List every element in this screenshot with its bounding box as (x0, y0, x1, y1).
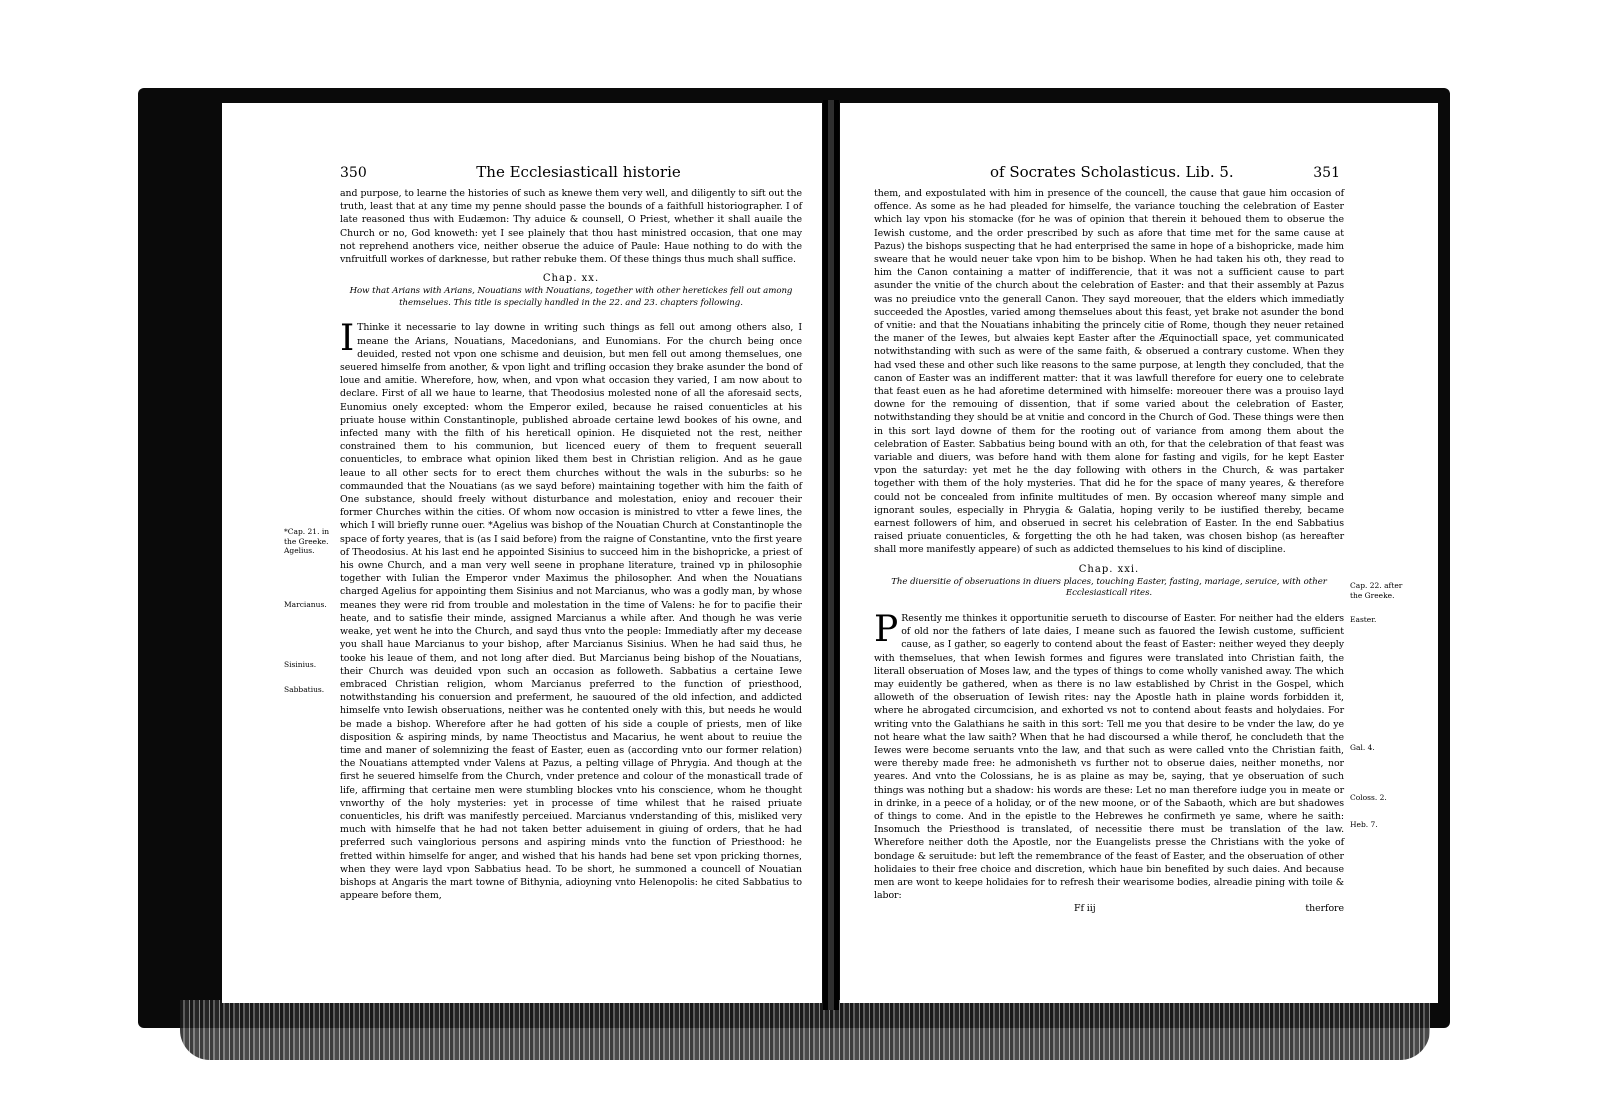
right-page (840, 103, 1438, 1003)
left-running-head: The Ecclesiasticall historie (476, 163, 681, 181)
right-paragraph-2 (874, 608, 1344, 902)
margin-note-easter: Easter. (1350, 615, 1377, 624)
chapter-heading-xxi: Chap. xxi. (1078, 563, 1140, 575)
margin-note-marcianus: Marcianus. (284, 600, 327, 609)
right-running-head: of Socrates Scholasticus. Lib. 5. (990, 163, 1234, 181)
catchword: therfore (1305, 903, 1344, 915)
left-page (222, 103, 822, 1003)
chapter-heading-xx: Chap. xx. (542, 273, 600, 285)
right-paragraph-2-text: Resently me thinkes it opportunitie serueth to discourse of Easter. For neither had the elders of old nor the fathers of late daies, I meane such as fauored the Iewish custome, sufficient cause, as I gather, so eagerly to contend about the feast of Easter: neither weyed they deeply with themselues, that when Iewish formes and figures were translated into Christian faith, the literall obseruation of Moses law, and the types of things to come wholly vanished away. The which may euidently be gathered, when as there is no law established by Christ in the Gospel, which alloweth of the obseruation of Iewish rites: nay the Apostle hath in plaine words forbidden it, where he abrogated circumcision, and exhorted vs not to contend about feasts and holydaies. For writing vnto the Galathians he saith in this sort: Tell me you that desire to be vnder the law, do ye not heare what the law saith? When that he had discoursed a while therof, he concludeth that the Iewes were become seruants vnto the law, and that such as were called vnto the Christian faith, were thereby made free: he admonisheth vs further not to obserue daies, neither moneths, nor yeares. And vnto the Colossians, he is as plaine as may be, saying, that ye obseruation of such things was nothing but a shadow: his words are these: Let no man therefore iudge you in meate or in drinke, in a peece of a holiday, or of the new moone, or of the Sabaoth, which are but shadowes of things to come. And in the epistle to the Hebrewes he confirmeth ye same, where he saith: Insomuch the Priesthood is translated, of necessitie there must be translation of the law. Wherefore neither doth the Apostle, nor the Euangelists presse the Christians with the yoke of bondage & seruitude: but left the remembrance of the feast of Easter, and the obseruation of other holidaies to their free choice and discretion, which haue bin benefited by such daies. And because men are wont to keepe holidaies for to refresh their wearisome bodies, alreadie pining with toile & labor: (874, 612, 1344, 902)
left-paragraph-2 (340, 318, 802, 902)
right-paragraph-1: them, and expostulated with him in presence of the councell, the cause that gaue him occasion of offence. As some as he had pleaded for himselfe, the variance touching the celebration of Easter which lay vpon his stomacke (for he was of opinion that therein it behoued them to obserue the Iewish custome, and the order prescribed by such as afore that time met for the same cause at Pazus) the bishops suspecting that he had enterprised the same in hope of a bishopricke, made him sweare that he would neuer take vpon him to be bishop. When he had taken his oth, they read to him the Canon containing a matter of indifferencie, that it was not a sufficient cause to part asunder the vnitie of the church about the celebration of Easter: and that their assembly at Pazus was no preiudice vnto the generall Canon. They sayd moreouer, that the elders which immediatly succeeded the Apostles, varied among themselues about this feast, yet brake not asunder the bond of vnitie: and that the Nouatians inhabiting the princely citie of Rome, though they neuer retained the maner of the Iewes, but alwaies kept Easter after the Æquinoctiall space, yet communicated notwithstanding with such as were of the same faith, & obserued a contrary custome. When they had vsed these and other such like reasons to the same purpose, at length they concluded, that the canon of Easter was an indifferent matter: that it was lawfull therefore for euery one to celebrate that feast euen as he had aforetime determined with himselfe: moreouer there was a prouiso layd downe for the remouing of dissention, that if some varied about the celebration of Easter, notwithstanding they should be at vnitie and concord in the Church of God. These things were then in this sort layd downe of them for the rooting out of variance from among them about the celebration of Easter. Sabbatius being bound with an oth, for that the celebration of that feast was variable and diuers, was before hand with them alone for fasting and vigils, for he kept Easter vpon the saturday: yet met he the day following with others in the Church, & was partaker together with them of the holy mysteries. That did he for the space of many yeares, & therefore could not be concealed from infinite multitudes of men. By occasion whereof many simple and ignorant soules, especially in Phrygia & Galatia, hoping verily to be iustified thereby, became earnest followers of him, and obserued in secret his celebration of Easter. In the end Sabbatius raised priuate conuenticles, & forgetting the oth he had taken, was chosen bishop (as hereafter shall more manifestly appeare) of such as addicted themselues to his kind of discipline. (874, 188, 1344, 556)
drop-cap-p: P (874, 608, 899, 650)
left-page-header (340, 163, 681, 181)
book-gutter (823, 100, 839, 1010)
right-page-body (874, 187, 1344, 916)
margin-note-heb7: Heb. 7. (1350, 820, 1378, 829)
chapter-summary-xxi: The diuersitie of obseruations in diuers places, touching Easter, fasting, mariage, seruice, with other Ecclesiasticall rites. (891, 576, 1327, 599)
left-page-number: 350 (340, 165, 367, 181)
chapter-summary-xx: How that Arians with Arians, Nouatians with Nouatians, together with other heretickes fell out among themselues. This title is specially handled in the 22. and 23. chapters following. (349, 286, 793, 308)
margin-note-agelius: *Cap. 21. in the Greeke. Agelius. (284, 527, 330, 555)
right-page-header (990, 163, 1340, 181)
drop-cap-i: I (340, 318, 355, 360)
margin-note-sisinius: Sisinius. (284, 660, 317, 669)
left-paragraph-1: and purpose, to learne the histories of such as knewe them very well, and diligently to sift out the truth, least that at any time my penne should passe the bounds of a faithfull historiographer. I of late reasoned thus with Eudæmon: Thy aduice & counsell, O Priest, whether it shall auaile the Church or no, God knoweth: yet I see plainely that thou hast ministred occasion, that one may not reprehend anothers vice, neither obserue the aduice of Paule: Haue nothing to do with the vnfruitfull workes of darknesse, but rather rebuke them. Of these things thus much shall suffice. (340, 188, 802, 266)
margin-note-gal4: Gal. 4. (1350, 743, 1375, 752)
margin-note-sabbatius: Sabbatius. (284, 685, 325, 694)
left-paragraph-2-text: Thinke it necessarie to lay downe in writing such things as fell out among others also, I meane the Arians, Nouatians, Macedonians, and Eunomians. For the church being once deuided, rested not vpon one schisme and deuision, but men fell out among themselues, one seuered himselfe from another, & vpon light and trifling occasion they brake asunder the bond of loue and amitie. Wherefore, how, when, and vpon what occasion they varied, I am now about to declare. First of all we haue to learne, that Theodosius molested none of all the aforesaid sects, Eunomius onely excepted: whom the Emperor exiled, because he raised conuenticles at his priuate house within Constantinople, published abroade certaine lewd bookes of his owne, and infected many with the filth of his hereticall opinion. He disquieted not the rest, neither constrained them to his communion, but licenced euery of them to frequent seuerall conuenticles, to embrace what opinion liked them best in Christian religion. And as he gaue leaue to all other sects for to erect them churches without the wals in the suburbs: so he commaunded that the Nouatians (as we sayd before) maintaining together with him the faith of One substance, should freely without disturbance and molestation, enioy and recouer their former Churches within the cities. Of whom now occasion is ministred to vtter a fewe lines, the which I will briefly runne ouer. *Agelius was bishop of the Nouatian Church at Constantinople the space of forty yeares, that is (as I said before) from the raigne of Constantine, vnto the first yeare of Theodosius. At his last end he appointed Sisinius to succeed him in the bishopricke, a priest of his owne Church, and a man very well seene in prophane literature, trained vp in philosophie together with Iulian the Emperor vnder Maximus the philosopher. And when the Nouatians charged Agelius for appointing them Sisinius and not Marcianus, who was a godly man, by whose meanes they were rid from trouble and molestation in the time of Valens: he for to pacifie their heate, and to satisfie their minde, assigned Marcianus a while after. And though he was verie weake, yet went he into the Church, and sayd thus vnto the people: Immediatly after my decease you shall haue Marcianus to your bishop, after Marcianus Sisinius. When he had said thus, he tooke his leaue of them, and not long after died. But Marcianus being bishop of the Nouatians, their Church was deuided vpon such an occasion as followeth. Sabbatius a certaine Iewe embraced Christian religion, whom Marcianus preferred to the function of priesthood, notwithstanding his conuersion and preferment, he sauoured of the old infection, and addicted himselfe vnto Iewish obseruations, neither was he contented onely with this, but needs he would be made a bishop. Wherefore after he had gotten of his side a couple of priests, men of like disposition & aspiring minds, by name Theoctistus and Macarius, he went about to reuiue the time and maner of solemnizing the feast of Easter, euen as (according vnto our former relation) the Nouatians attempted vnder Valens at Pazus, a pelting village of Phrygia. And though at the first he seuered himselfe from the Church, vnder pretence and colour of the monasticall trade of life, affirming that certaine men were stumbling blockes vnto his conscience, whom he thought vnworthy of the holy mysteries: yet in processe of time whilest that he raised priuate conuenticles, his drift was manifestly perceiued. Marcianus vnderstanding of this, misliked very much with himselfe that he had not taken better aduisement in giuing of orders, that he had preferred such vainglorious persons and aspiring minds vnto the function of Priesthood: he fretted within himselfe for anger, and wished that his hands had bene set vpon pricking thornes, when they were layd vpon Sabbatius head. To be short, he summoned a councell of Nouatian bishops at Angaris the mart towne of Bithynia, adioyning vnto Helenopolis: he cited Sabbatius to appeare before them, (340, 322, 802, 902)
right-page-number: 351 (1313, 165, 1340, 181)
page-edge-shadow (180, 1000, 1430, 1060)
signature-mark: Ff iij (1074, 903, 1096, 915)
margin-note-coloss2: Coloss. 2. (1350, 793, 1387, 802)
page-footer (874, 902, 1344, 915)
left-page-body (340, 187, 802, 902)
margin-note-cap22: Cap. 22. after the Greeke. (1350, 581, 1403, 600)
